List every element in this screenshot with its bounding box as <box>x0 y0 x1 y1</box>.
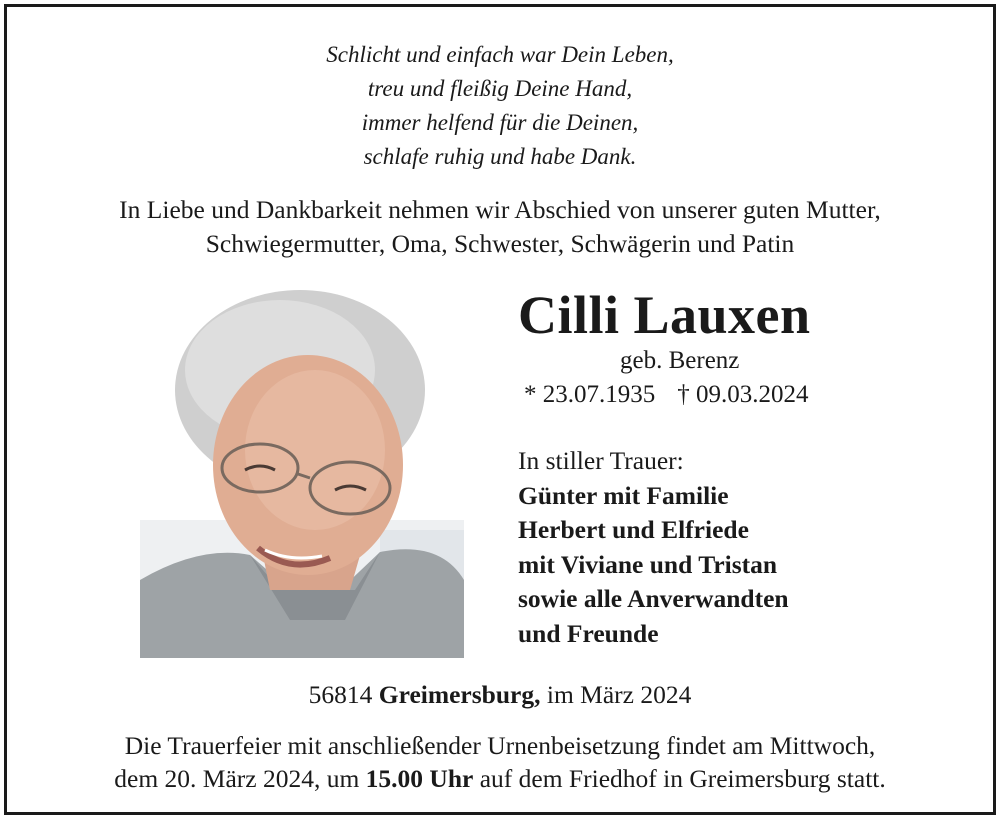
deceased-name: Cilli Lauxen <box>518 285 811 345</box>
poem-line: treu und fleißig Deine Hand, <box>367 76 633 101</box>
birth-name: geb. Berenz <box>620 347 740 374</box>
mourners-heading: In stiller Trauer: <box>518 446 684 475</box>
zip-code: 56814 <box>308 680 373 709</box>
mourner-line: mit Viviane und Tristan <box>518 549 778 579</box>
service-time: 15.00 Uhr <box>365 764 474 793</box>
poem-line: Schlicht und einfach war Dein Leben, <box>326 42 674 67</box>
poem-line: schlafe ruhig und habe Dank. <box>363 144 637 169</box>
service-date: dem 20. März 2024, um <box>114 764 360 793</box>
mourners-block <box>518 444 789 651</box>
service-line-2 <box>0 762 1000 795</box>
intro-text <box>0 193 1000 261</box>
mourner-line: Herbert und Elfriede <box>518 515 749 544</box>
intro-line: Schwiegermutter, Oma, Schwester, Schwägerin und Patin <box>205 229 795 258</box>
poem-line: immer helfend für die Deinen, <box>361 110 639 135</box>
intro-line: In Liebe und Dankbarkeit nehmen wir Abschied von unserer guten Mutter, <box>119 195 881 224</box>
service-line-1: Die Trauerfeier mit anschließender Urnenbeisetzung findet am Mittwoch, <box>124 731 876 760</box>
life-dates <box>524 379 809 411</box>
birth-date: * 23.07.1935 <box>524 381 656 408</box>
service-location: auf dem Friedhof in Greimersburg statt. <box>479 764 886 793</box>
mourner-line: sowie alle Anverwandten <box>518 584 789 613</box>
notice-date: im März 2024 <box>546 680 692 709</box>
mourner-line: Günter mit Familie <box>518 480 729 510</box>
place-date-line <box>0 678 1000 712</box>
portrait-photo <box>140 290 464 658</box>
death-date: † 09.03.2024 <box>677 381 809 408</box>
poem <box>0 38 1000 174</box>
service-info <box>0 729 1000 795</box>
mourner-line: und Freunde <box>518 618 659 648</box>
town-name: Greimersburg, <box>378 680 541 709</box>
